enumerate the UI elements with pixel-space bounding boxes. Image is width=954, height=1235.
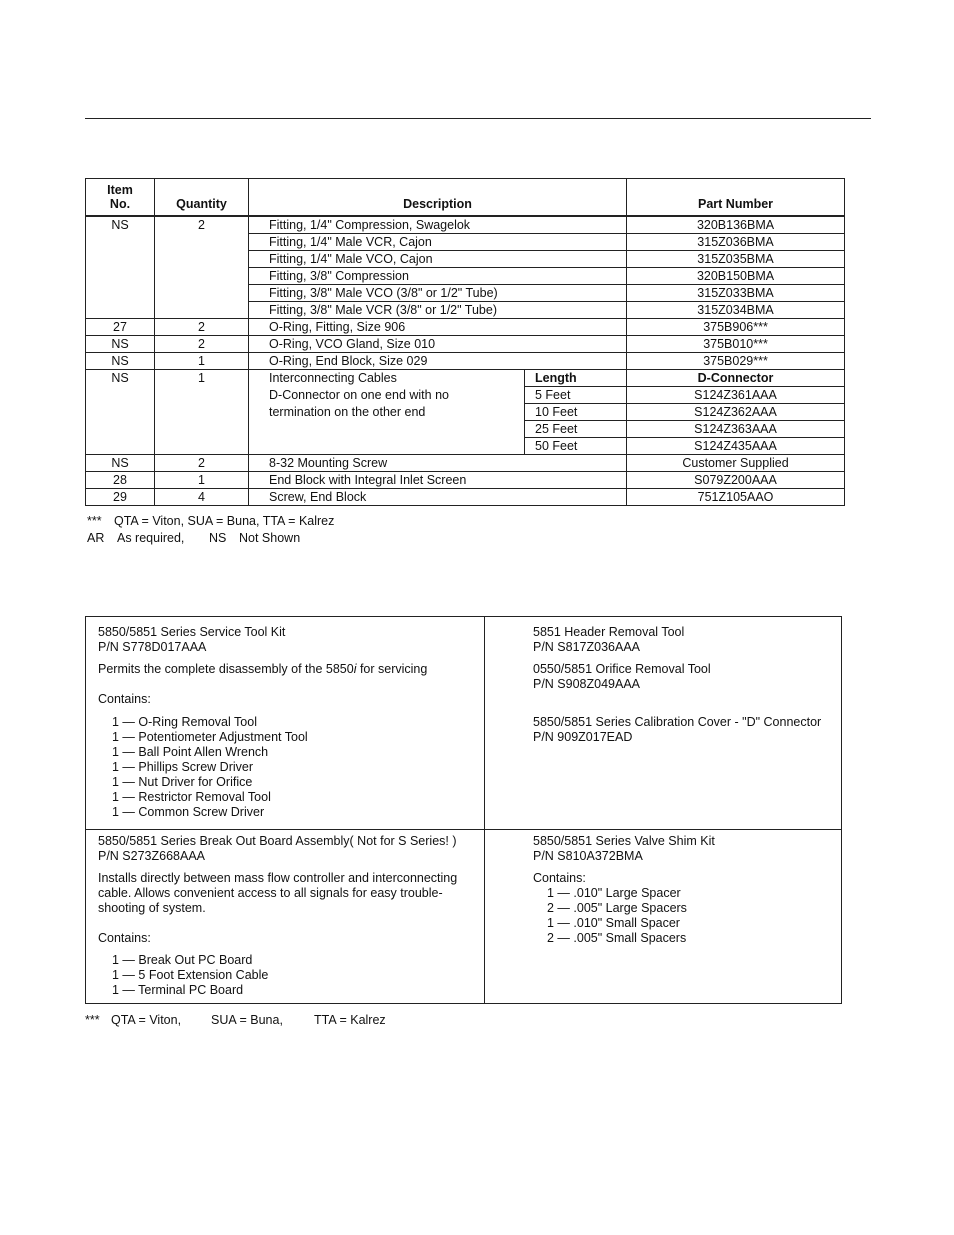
list-item: 1 — .010" Small Spacer	[547, 916, 680, 930]
cell-quantity: 2	[155, 455, 249, 472]
cell-description: O-Ring, Fitting, Size 906	[249, 319, 627, 336]
cell-part-number: 751Z105AAO	[627, 489, 845, 506]
list-item: 1 — Common Screw Driver	[112, 805, 265, 819]
notes-abbreviations	[87, 531, 300, 545]
cell-item: 29	[86, 489, 155, 506]
breakout-title: 5850/5851 Series Break Out Board Assembly( Not for S Series! )	[98, 834, 457, 848]
cell-part-number: Customer Supplied	[627, 455, 845, 472]
list-item: 1 — Restrictor Removal Tool	[112, 790, 271, 804]
kit-contains: Contains:	[98, 692, 151, 706]
cable-description	[249, 370, 525, 455]
cable-description-line: Interconnecting Cables	[269, 371, 397, 385]
header-part-number: Part Number	[627, 179, 845, 217]
kit-description	[98, 662, 478, 677]
orifice-tool-part-number: P/N S908Z049AAA	[533, 677, 641, 691]
kit-part-number: P/N S778D017AAA	[98, 640, 207, 654]
list-item: 2 — .005" Small Spacers	[547, 931, 687, 945]
cell-item: NS	[86, 353, 155, 370]
cell-item: 27	[86, 319, 155, 336]
notes-stars: ***	[85, 1013, 100, 1027]
list-item: 1 — Terminal PC Board	[112, 983, 244, 997]
cell-part-number: 320B150BMA	[627, 268, 845, 285]
cable-description-line: D-Connector on one end with no	[269, 388, 449, 402]
table-row	[86, 319, 845, 336]
shim-kit-contents-list	[533, 886, 838, 946]
list-item: 1 — Phillips Screw Driver	[112, 760, 254, 774]
cell-part-number: S124Z435AAA	[627, 438, 845, 455]
cell-length: 25 Feet	[525, 421, 627, 438]
cell-quantity: 2	[155, 319, 249, 336]
cell-quantity: 2	[155, 336, 249, 353]
kit-contents-list	[98, 715, 478, 820]
cell-part-number: S124Z362AAA	[627, 404, 845, 421]
cell-length: 50 Feet	[525, 438, 627, 455]
cell-part-number: 320B136BMA	[627, 216, 845, 234]
table-row	[86, 489, 845, 506]
service-tool-kit	[98, 625, 478, 820]
cell-part-number: 315Z034BMA	[627, 302, 845, 319]
cell-item: NS	[86, 455, 155, 472]
table-row	[86, 336, 845, 353]
cell-description: Fitting, 1/4" Male VCO, Cajon	[249, 251, 627, 268]
notes-ns: NS	[209, 531, 227, 545]
parts-table	[85, 178, 845, 506]
notes-ns-text: Not Shown	[239, 531, 301, 545]
header-rule	[85, 118, 871, 119]
cell-part-number: S124Z361AAA	[627, 387, 845, 404]
notes-material-codes: QTA = Viton, SUA = Buna, TTA = Kalrez	[114, 514, 335, 528]
list-item: 1 — .010" Large Spacer	[547, 886, 681, 900]
breakout-contents-list	[98, 953, 478, 998]
cell-length: 10 Feet	[525, 404, 627, 421]
cell-part-number: 375B906***	[627, 319, 845, 336]
header-description: Description	[249, 179, 627, 217]
cell-description: Screw, End Block	[249, 489, 627, 506]
calibration-cover-part-number: P/N 909Z017EAD	[533, 730, 633, 744]
list-item: 1 — 5 Foot Extension Cable	[112, 968, 269, 982]
notes-ar: AR	[87, 531, 105, 545]
accessories-grid	[85, 616, 842, 1004]
cell-quantity: 1	[155, 472, 249, 489]
breakout-description-line: shooting of system.	[98, 901, 206, 915]
cell-item: 28	[86, 472, 155, 489]
tools-list	[533, 625, 838, 745]
d-connector-header: D-Connector	[627, 370, 845, 387]
cell-part-number: S079Z200AAA	[627, 472, 845, 489]
length-header: Length	[525, 370, 627, 387]
table-row	[86, 472, 845, 489]
breakout-description-line: Installs directly between mass flow controller and interconnecting	[98, 871, 458, 885]
cell-item: NS	[86, 370, 155, 455]
grid-divider-horizontal	[86, 829, 841, 830]
breakout-description-line: cable. Allows convenient access to all signals for easy trouble-	[98, 886, 443, 900]
header-quantity: Quantity	[155, 179, 249, 217]
cell-description: Fitting, 3/8" Male VCO (3/8" or 1/2" Tube)	[249, 285, 627, 302]
cell-description: 8-32 Mounting Screw	[249, 455, 627, 472]
cell-description: O-Ring, VCO Gland, Size 010	[249, 336, 627, 353]
table-row	[86, 370, 845, 387]
cell-part-number: 375B029***	[627, 353, 845, 370]
shim-kit-part-number: P/N S810A372BMA	[533, 849, 643, 863]
cell-item: NS	[86, 216, 155, 319]
header-item: Item No.	[86, 179, 155, 217]
header-tool-title: 5851 Header Removal Tool	[533, 625, 685, 639]
cell-part-number: 315Z035BMA	[627, 251, 845, 268]
break-out-board-assembly	[98, 834, 478, 998]
breakout-contains: Contains:	[98, 931, 151, 945]
cell-length: 5 Feet	[525, 387, 627, 404]
table-row	[86, 353, 845, 370]
cell-description: Fitting, 3/8" Compression	[249, 268, 627, 285]
header-tool-part-number: P/N S817Z036AAA	[533, 640, 641, 654]
kit-title: 5850/5851 Series Service Tool Kit	[98, 625, 286, 639]
list-item: 1 — Potentiometer Adjustment Tool	[112, 730, 308, 744]
list-item: 1 — O-Ring Removal Tool	[112, 715, 257, 729]
notes-sua: SUA = Buna,	[211, 1013, 283, 1027]
table-row	[86, 455, 845, 472]
notes-codes	[87, 514, 334, 528]
cable-description-line: termination on the other end	[269, 405, 426, 419]
cell-quantity: 1	[155, 370, 249, 455]
cell-description: O-Ring, End Block, Size 029	[249, 353, 627, 370]
valve-shim-kit	[533, 834, 838, 946]
cell-quantity: 1	[155, 353, 249, 370]
notes-tta: TTA = Kalrez	[314, 1013, 386, 1027]
cell-quantity: 4	[155, 489, 249, 506]
cell-item: NS	[86, 336, 155, 353]
shim-kit-title: 5850/5851 Series Valve Shim Kit	[533, 834, 715, 848]
kit-description-text: Permits the complete disassembly of the 5850	[98, 662, 354, 676]
cell-description: End Block with Integral Inlet Screen	[249, 472, 627, 489]
notes-codes-footer	[85, 1013, 386, 1027]
cell-description: Fitting, 1/4" Male VCR, Cajon	[249, 234, 627, 251]
list-item: 1 — Ball Point Allen Wrench	[112, 745, 269, 759]
notes-ar-text: As required,	[117, 531, 185, 545]
cell-description: Fitting, 1/4" Compression, Swagelok	[249, 216, 627, 234]
cell-description: Fitting, 3/8" Male VCR (3/8" or 1/2" Tube)	[249, 302, 627, 319]
notes-stars: ***	[87, 514, 102, 528]
kit-description-tail: for servicing	[356, 662, 428, 676]
cell-part-number: 375B010***	[627, 336, 845, 353]
shim-kit-contains: Contains:	[533, 871, 586, 885]
cell-quantity: 2	[155, 216, 249, 319]
list-item: 2 — .005" Large Spacers	[547, 901, 687, 915]
notes-qta: QTA = Viton,	[111, 1013, 182, 1027]
parts-table-header	[86, 179, 845, 217]
table-row	[86, 216, 845, 234]
cell-part-number: S124Z363AAA	[627, 421, 845, 438]
list-item: 1 — Break Out PC Board	[112, 953, 253, 967]
kit-description-italic: i	[353, 662, 357, 676]
cell-part-number: 315Z036BMA	[627, 234, 845, 251]
cell-part-number: 315Z033BMA	[627, 285, 845, 302]
list-item: 1 — Nut Driver for Orifice	[112, 775, 253, 789]
calibration-cover-title: 5850/5851 Series Calibration Cover - "D" Connector	[533, 715, 822, 729]
breakout-part-number: P/N S273Z668AAA	[98, 849, 206, 863]
grid-divider-vertical	[484, 617, 485, 1003]
orifice-tool-title: 0550/5851 Orifice Removal Tool	[533, 662, 711, 676]
